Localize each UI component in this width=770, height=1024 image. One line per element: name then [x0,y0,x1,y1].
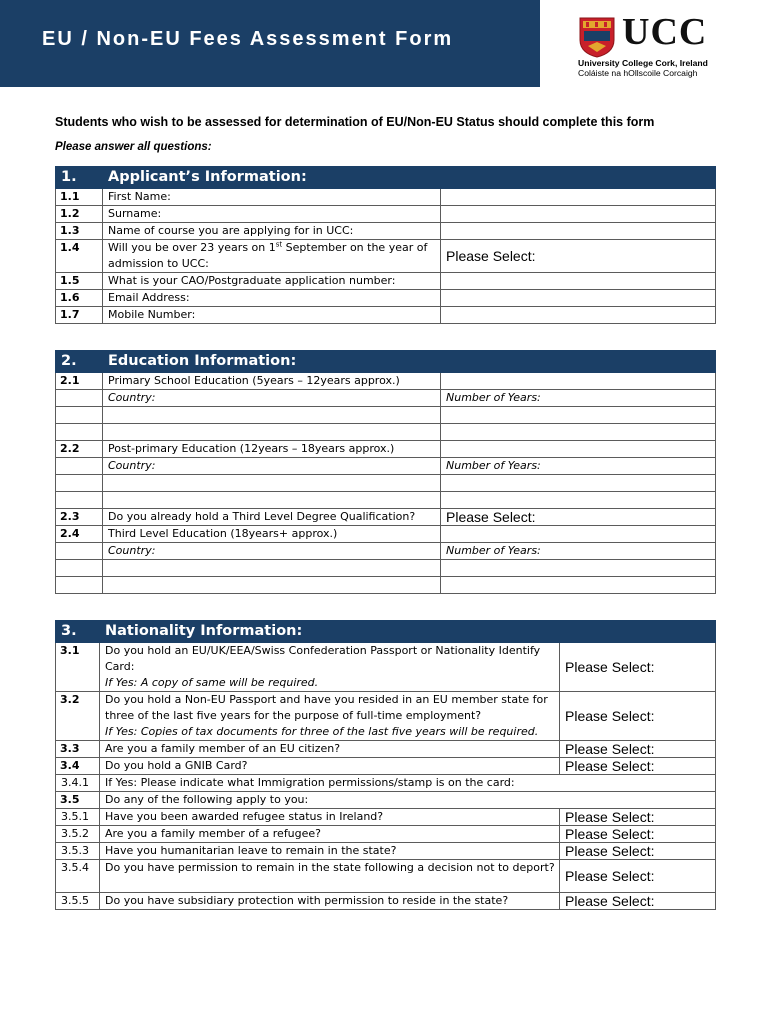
primary-country-field-2[interactable] [103,424,441,441]
label-part: Will you be over 23 years on 1 [108,241,276,254]
question-text: Do you hold an EU/UK/EEA/Swiss Confederation Passport or Nationality Identify Card: [105,644,541,673]
section-title: Education Information: [103,351,441,373]
education-info-table [55,350,716,594]
blank-cell [56,407,103,424]
header-blank [441,167,716,189]
question-label [100,643,560,692]
blank-cell [56,543,103,560]
application-number-field[interactable] [441,273,716,290]
blank-cell [441,441,716,458]
question-number: 3.5.5 [56,893,100,910]
question-label: Do any of the following apply to you: [100,792,716,809]
section-header [56,351,716,373]
permission-remain-select[interactable]: Please Select: [560,860,716,893]
question-number: 3.2 [56,692,100,741]
question-number: 3.3 [56,741,100,758]
eu-passport-select[interactable]: Please Select: [560,643,716,692]
thirdlevel-country-field-1[interactable] [103,560,441,577]
table-row [56,741,716,758]
primary-years-field-2[interactable] [441,424,716,441]
table-row [56,860,716,893]
table-row [56,692,716,741]
table-row [56,792,716,809]
country-label: Country: [103,543,441,560]
table-row [56,290,716,307]
years-label: Number of Years: [441,390,716,407]
years-label: Number of Years: [441,543,716,560]
section-number: 3. [56,621,100,643]
question-number: 1.4 [56,240,103,273]
blank-cell [441,373,716,390]
question-label: Primary School Education (5years – 12years approx.) [103,373,441,390]
first-name-field[interactable] [441,189,716,206]
question-number: 2.2 [56,441,103,458]
nationality-info-table [55,620,716,910]
table-row [56,893,716,910]
eu-family-select[interactable]: Please Select: [560,741,716,758]
question-label: Do you have subsidiary protection with permission to reside in the state? [100,893,560,910]
postprimary-years-field-1[interactable] [441,475,716,492]
postprimary-years-field-2[interactable] [441,492,716,509]
table-row [56,643,716,692]
country-label: Country: [103,458,441,475]
question-number: 1.5 [56,273,103,290]
non-eu-passport-select[interactable]: Please Select: [560,692,716,741]
table-row [56,775,716,792]
question-number: 2.1 [56,373,103,390]
label-part: September on the year of admission to UCC: [108,241,428,270]
thirdlevel-years-field-1[interactable] [441,560,716,577]
primary-years-field-1[interactable] [441,407,716,424]
instruction-note: Please answer all questions: [55,141,212,153]
question-number: 3.5.3 [56,843,100,860]
question-label: Third Level Education (18years+ approx.) [103,526,441,543]
table-row [56,424,716,441]
question-label [103,240,441,273]
question-label: Email Address: [103,290,441,307]
gnib-card-select[interactable]: Please Select: [560,758,716,775]
blank-cell [56,577,103,594]
page-title: EU / Non-EU Fees Assessment Form [42,28,454,50]
country-label: Country: [103,390,441,407]
table-row [56,273,716,290]
table-row [56,407,716,424]
label-superscript: st [275,240,283,249]
applicant-info-table [55,166,716,324]
course-name-field[interactable] [441,223,716,240]
section-title: Nationality Information: [100,621,560,643]
question-label: Are you a family member of an EU citizen? [100,741,560,758]
humanitarian-leave-select[interactable]: Please Select: [560,843,716,860]
question-label: What is your CAO/Postgraduate application number: [103,273,441,290]
table-row [56,390,716,407]
table-row [56,509,716,526]
question-number: 3.5.2 [56,826,100,843]
ucc-wordmark: UCC [622,11,708,53]
email-field[interactable] [441,290,716,307]
ucc-logo [578,11,718,78]
question-label: Do you have permission to remain in the state following a decision not to deport? [100,860,560,893]
table-row [56,240,716,273]
table-row [56,307,716,324]
intro-text: Students who wish to be assessed for determination of EU/Non-EU Status should complete this form [55,115,655,129]
question-number: 3.4.1 [56,775,100,792]
table-row [56,577,716,594]
table-row [56,475,716,492]
table-row [56,458,716,475]
blank-cell [56,390,103,407]
blank-cell [56,458,103,475]
table-row [56,809,716,826]
question-label: Do you already hold a Third Level Degree Qualification? [103,509,441,526]
question-number: 3.5.4 [56,860,100,893]
question-number: 1.1 [56,189,103,206]
question-label: Post-primary Education (12years – 18years approx.) [103,441,441,458]
table-row [56,843,716,860]
table-row [56,223,716,240]
years-label: Number of Years: [441,458,716,475]
section-header [56,167,716,189]
blank-cell [56,492,103,509]
question-number: 1.7 [56,307,103,324]
refugee-status-select[interactable]: Please Select: [560,809,716,826]
over-23-select[interactable]: Please Select: [441,240,716,273]
title-banner [0,0,540,87]
section-title: Applicant’s Information: [103,167,441,189]
blank-cell [56,560,103,577]
blank-cell [56,424,103,441]
table-row [56,492,716,509]
section-number: 1. [56,167,103,189]
postprimary-country-field-1[interactable] [103,475,441,492]
blank-cell [56,475,103,492]
section-number: 2. [56,351,103,373]
logo-subtitle-en: University College Cork, Ireland [578,58,708,68]
question-number: 1.6 [56,290,103,307]
question-number: 1.2 [56,206,103,223]
subsidiary-protection-select[interactable]: Please Select: [560,893,716,910]
section-header [56,621,716,643]
question-number: 3.4 [56,758,100,775]
table-row [56,543,716,560]
third-level-select[interactable]: Please Select: [441,509,716,526]
table-row [56,373,716,390]
thirdlevel-years-field-2[interactable] [441,577,716,594]
question-note: If Yes: A copy of same will be required. [105,676,319,689]
question-number: 3.5.1 [56,809,100,826]
table-row [56,526,716,543]
question-label: Have you humanitarian leave to remain in the state? [100,843,560,860]
mobile-field[interactable] [441,307,716,324]
refugee-family-select[interactable]: Please Select: [560,826,716,843]
question-text: Do you hold a Non-EU Passport and have you resided in an EU member state for three of the last five years for the purpose of full-time employment? [105,693,548,722]
question-label: Surname: [103,206,441,223]
logo-subtitle-ga: Coláiste na hOllscoile Corcaigh [578,68,698,78]
table-row [56,441,716,458]
header-blank [441,351,716,373]
question-number: 3.5 [56,792,100,809]
crest-icon [578,16,616,58]
table-row [56,189,716,206]
question-number: 2.3 [56,509,103,526]
table-row [56,758,716,775]
blank-cell [441,526,716,543]
surname-field[interactable] [441,206,716,223]
table-row [56,206,716,223]
table-row [56,826,716,843]
question-number: 3.1 [56,643,100,692]
question-label: Mobile Number: [103,307,441,324]
header-blank [560,621,716,643]
question-label: Name of course you are applying for in UCC: [103,223,441,240]
thirdlevel-country-field-2[interactable] [103,577,441,594]
question-label: Have you been awarded refugee status in Ireland? [100,809,560,826]
postprimary-country-field-2[interactable] [103,492,441,509]
table-row [56,560,716,577]
question-label: Do you hold a GNIB Card? [100,758,560,775]
gnib-permission-field[interactable]: If Yes: Please indicate what Immigration permissions/stamp is on the card: [100,775,716,792]
question-note: If Yes: Copies of tax documents for three of the last five years will be required. [105,725,539,738]
question-label [100,692,560,741]
question-number: 2.4 [56,526,103,543]
question-number: 1.3 [56,223,103,240]
question-label: First Name: [103,189,441,206]
primary-country-field-1[interactable] [103,407,441,424]
question-label: Are you a family member of a refugee? [100,826,560,843]
